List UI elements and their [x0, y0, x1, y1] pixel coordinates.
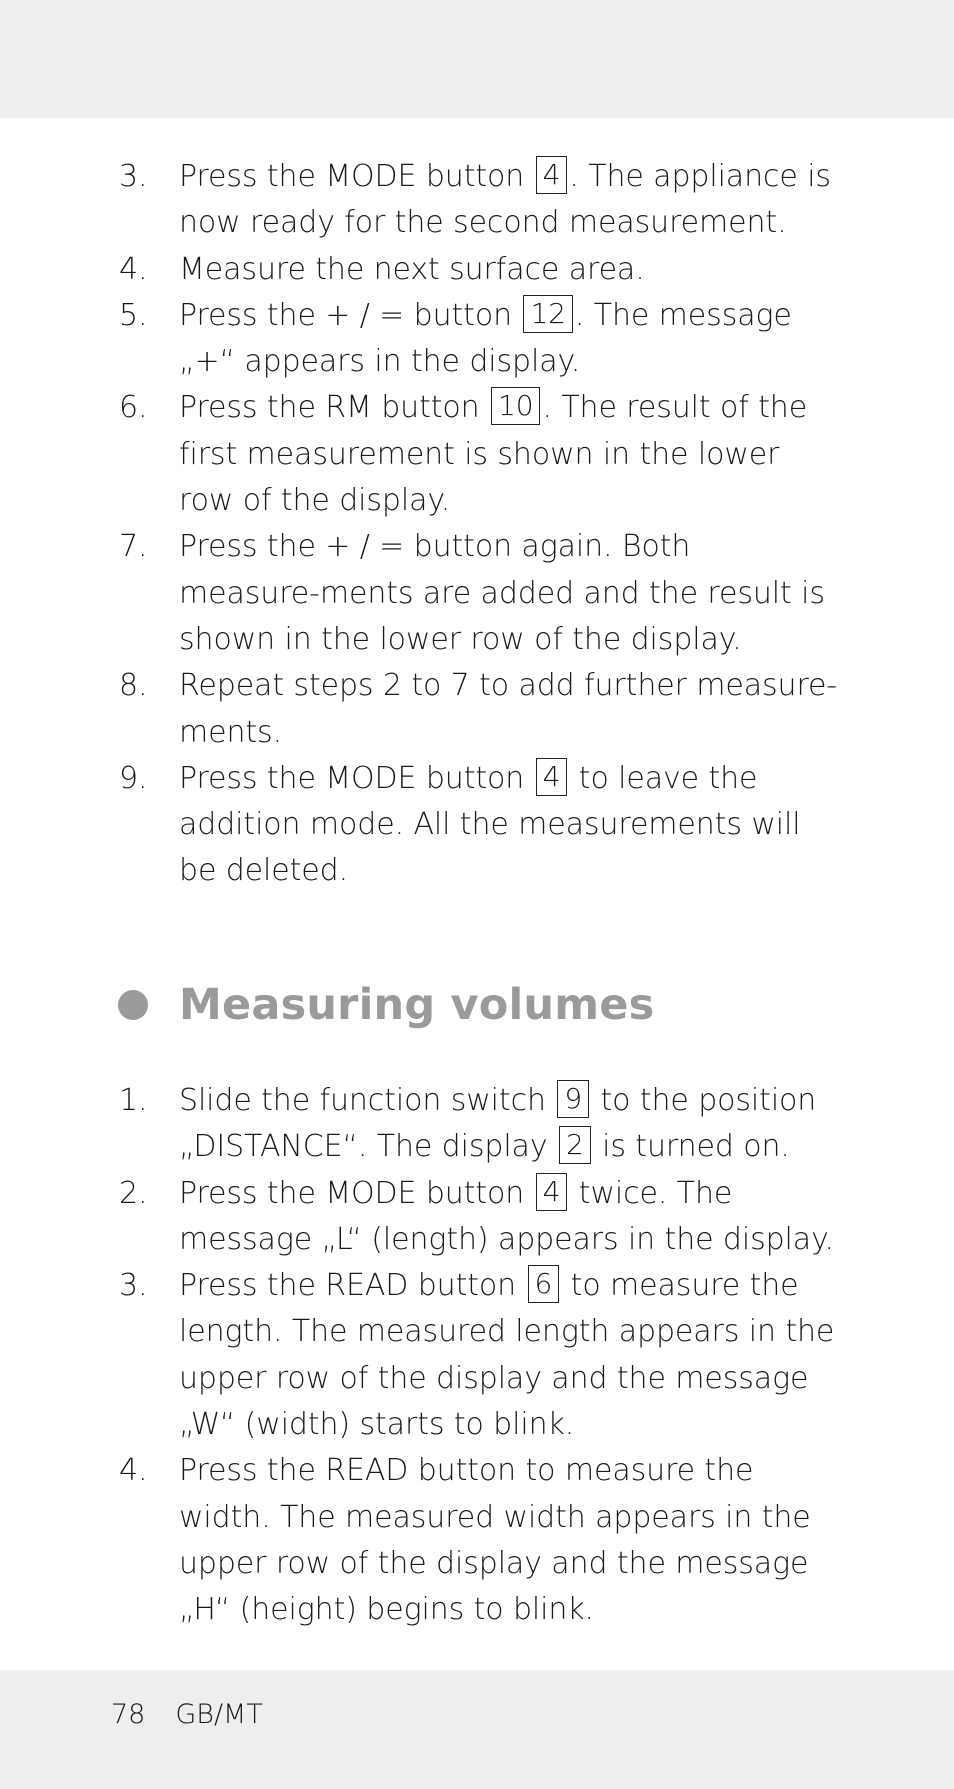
step-text: Press the MODE button: [179, 760, 534, 796]
step-text: Repeat steps 2 to 7 to add further measure-ments.: [179, 668, 838, 750]
step-number: 6.: [119, 390, 148, 426]
list-item: [0, 663, 839, 756]
list-item: [0, 293, 839, 386]
step-text: . The message „+“ appears in the display.: [179, 297, 792, 380]
list-item: [0, 1078, 839, 1171]
step-text: to the position „DISTANCE“. The display: [179, 1083, 817, 1165]
part-reference-box: 6: [528, 1265, 560, 1303]
step-number: 4.: [119, 1453, 148, 1489]
step-text: Press the + / = button: [179, 297, 522, 333]
header-band: [0, 0, 954, 118]
locale-label: GB/MT: [175, 1699, 263, 1730]
step-number: 3.: [119, 1268, 148, 1304]
part-reference-box: 12: [523, 295, 572, 333]
step-number: 8.: [119, 668, 148, 704]
page-footer: [111, 1699, 263, 1730]
step-text: twice. The message „L“ (length) appears in the display.: [179, 1175, 834, 1257]
step-text: Measure the next surface area.: [179, 251, 645, 287]
part-reference-box: 9: [557, 1080, 589, 1118]
step-number: 4.: [119, 251, 148, 287]
list-item: [0, 247, 839, 293]
part-reference-box: 10: [491, 387, 540, 425]
step-text: . The result of the first measurement is shown in the lower row of the display.: [179, 390, 808, 519]
step-text: Press the MODE button: [179, 159, 534, 194]
section-heading: [118, 980, 654, 1030]
list-item: [0, 1263, 839, 1448]
part-reference-box: 4: [536, 156, 568, 194]
step-number: 3.: [119, 159, 148, 194]
step-text: Press the READ button: [179, 1268, 526, 1304]
step-text: Press the READ button to measure the width. The measured width appears in the upper row of the display and the message „H“ (height) begins to blink.: [179, 1453, 811, 1628]
step-number: 9.: [119, 760, 148, 796]
step-text: Slide the function switch: [179, 1083, 556, 1118]
step-text: to leave the addition mode. All the measurements will be deleted.: [179, 760, 801, 889]
page-number: 78: [111, 1699, 146, 1730]
step-text: Press the MODE button: [179, 1175, 534, 1211]
step-number: 7.: [119, 529, 148, 565]
step-number: 1.: [119, 1083, 148, 1118]
step-text: is turned on.: [592, 1129, 790, 1165]
step-text: Press the + / = button again. Both measure-ments are added and the result is shown in the lower row of the display.: [179, 529, 825, 657]
step-number: 2.: [119, 1175, 148, 1211]
list-item: [0, 1448, 839, 1633]
heading-text: Measuring volumes: [179, 980, 655, 1030]
volume-steps-list: [0, 1078, 954, 1634]
list-item: [0, 524, 839, 663]
step-text: to measure the length. The measured length appears in the upper row of the display and the message „W“ (width) starts to blink.: [179, 1268, 835, 1443]
list-item: [0, 1171, 839, 1264]
part-reference-box: 4: [536, 1173, 568, 1211]
part-reference-box: 4: [536, 758, 568, 796]
step-text: Press the RM button: [179, 390, 490, 426]
addition-steps-list: [0, 154, 954, 895]
part-reference-box: 2: [559, 1126, 591, 1164]
list-item: [0, 154, 839, 247]
list-item: [0, 385, 839, 524]
list-item: [0, 756, 839, 895]
step-text: . The appliance is now ready for the second measurement.: [179, 159, 831, 241]
bullet-icon: [118, 990, 148, 1020]
step-number: 5.: [119, 297, 148, 333]
